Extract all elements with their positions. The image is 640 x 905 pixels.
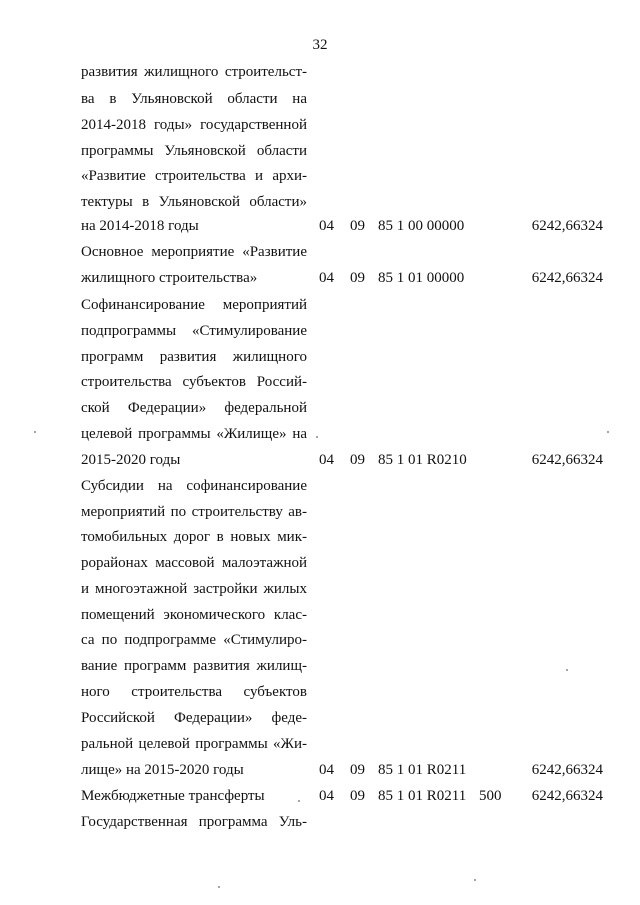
scan-speck xyxy=(34,431,36,433)
description-line: жилищного строительства» xyxy=(81,270,258,286)
description-line: строительства субъектов Россий- xyxy=(81,374,307,390)
description-line: Софинансирование мероприятий xyxy=(81,297,307,313)
description-line: Российской Федерации» феде- xyxy=(81,710,307,726)
amount: 6242,66324 xyxy=(531,452,603,468)
section-code: 04 xyxy=(319,218,334,234)
description-line: мероприятий по строительству ав- xyxy=(81,504,307,520)
description-line: томобильных дорог в новых мик- xyxy=(81,529,307,545)
scan-speck xyxy=(566,669,568,671)
description-line: рорайонах массовой малоэтажной xyxy=(81,555,307,571)
section-code: 04 xyxy=(319,452,334,468)
subsection-code: 09 xyxy=(350,218,365,234)
subsection-code: 09 xyxy=(350,452,365,468)
amount: 6242,66324 xyxy=(531,270,603,286)
description-line: Субсидии на софинансирование xyxy=(81,478,307,494)
expense-type: 500 xyxy=(479,788,502,804)
description-line: программы Ульяновской области xyxy=(81,143,307,159)
description-line: целевой программы «Жилище» на xyxy=(81,426,307,442)
description-line: 2014-2018 годы» государственной xyxy=(81,117,307,133)
page-number: 32 xyxy=(312,37,328,53)
subsection-code: 09 xyxy=(350,762,365,778)
description-line: подпрограммы «Стимулирование xyxy=(81,323,307,339)
subsection-code: 09 xyxy=(350,270,365,286)
description-line: программ развития жилищного xyxy=(81,349,307,365)
description-line: «Развитие строительства и архи- xyxy=(81,168,307,184)
description-line: ской Федерации» федеральной xyxy=(81,400,307,416)
target-code: 85 1 00 00000 xyxy=(378,218,465,234)
amount: 6242,66324 xyxy=(531,762,603,778)
description-line: ного строительства субъектов xyxy=(81,684,307,700)
description-line: 2015-2020 годы xyxy=(81,452,181,468)
description-line: са по подпрограмме «Стимулиро- xyxy=(81,632,307,648)
description-line: Основное мероприятие «Развитие xyxy=(81,244,307,260)
section-code: 04 xyxy=(319,788,334,804)
amount: 6242,66324 xyxy=(531,788,603,804)
description-line: ральной целевой программы «Жи- xyxy=(81,736,307,752)
target-code: 85 1 01 R0211 xyxy=(378,762,467,778)
amount: 6242,66324 xyxy=(531,218,603,234)
description-line: помещений экономического клас- xyxy=(81,607,307,623)
description-line: Межбюджетные трансферты xyxy=(81,788,265,804)
description-line: развития жилищного строительст- xyxy=(81,64,307,80)
description-line: ва в Ульяновской области на xyxy=(81,91,307,107)
scan-speck xyxy=(607,431,609,433)
section-code: 04 xyxy=(319,762,334,778)
target-code: 85 1 01 00000 xyxy=(378,270,465,286)
scan-speck xyxy=(218,886,220,888)
description-line: на 2014-2018 годы xyxy=(81,218,199,234)
target-code: 85 1 01 R0210 xyxy=(378,452,467,468)
subsection-code: 09 xyxy=(350,788,365,804)
description-line: лище» на 2015-2020 годы xyxy=(81,762,244,778)
description-line: и многоэтажной застройки жилых xyxy=(81,581,307,597)
scan-speck xyxy=(316,436,318,438)
description-line: вание программ развития жилищ- xyxy=(81,658,307,674)
scan-speck xyxy=(474,879,476,881)
description-line: Государственная программа Уль- xyxy=(81,814,307,830)
target-code: 85 1 01 R0211 xyxy=(378,788,467,804)
section-code: 04 xyxy=(319,270,334,286)
scan-speck xyxy=(298,800,300,802)
description-line: тектуры в Ульяновской области» xyxy=(81,194,307,210)
